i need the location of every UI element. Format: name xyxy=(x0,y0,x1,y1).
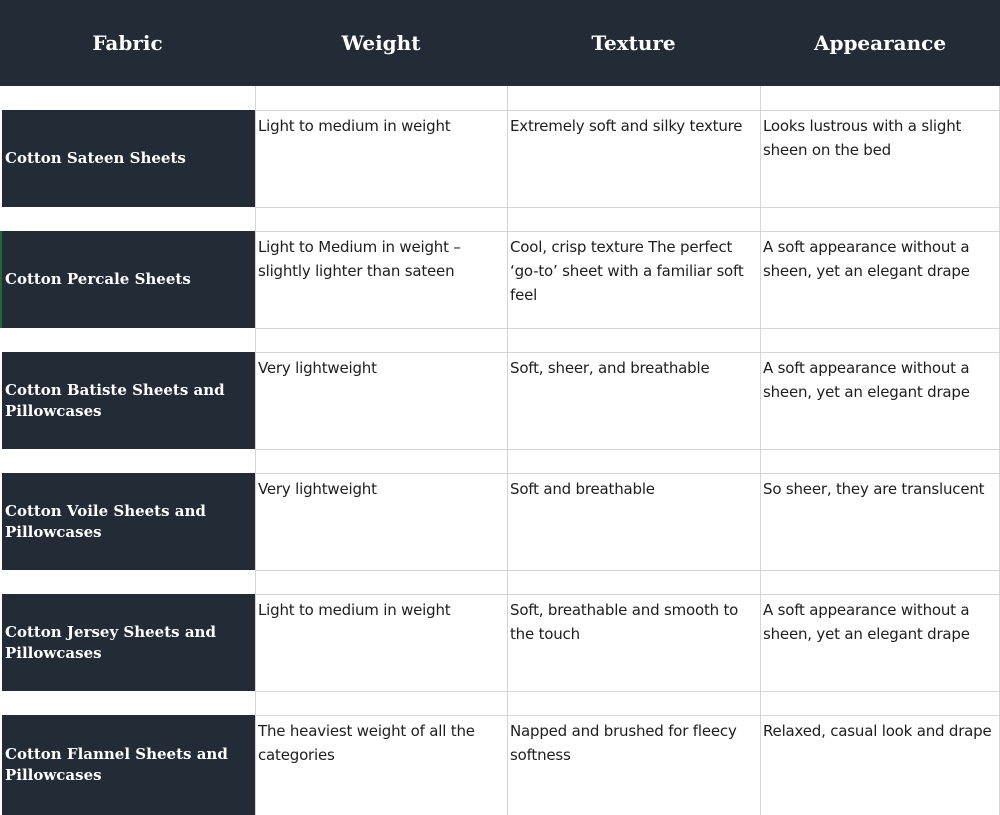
weight-text: Very lightweight xyxy=(258,480,377,498)
appearance-cell xyxy=(760,352,1000,449)
texture-cell xyxy=(507,473,760,570)
texture-cell xyxy=(507,594,760,691)
appearance-text: So sheer, they are translucent xyxy=(763,480,985,498)
fabric-name: Cotton Sateen Sheets xyxy=(5,149,186,167)
table-row xyxy=(0,328,1000,449)
fabric-cell xyxy=(2,110,255,207)
appearance-text: A soft appearance without a sheen, yet an elegant drape xyxy=(763,238,970,280)
header-weight: Weight xyxy=(341,31,421,55)
fabric-name: Cotton Percale Sheets xyxy=(5,270,191,288)
row-spacer xyxy=(0,86,1000,110)
weight-text: The heaviest weight of all the categories xyxy=(258,722,475,764)
table-row xyxy=(0,449,1000,570)
table-row xyxy=(0,691,1000,815)
appearance-cell xyxy=(760,473,1000,570)
row-spacer xyxy=(0,207,1000,231)
fabric-cell xyxy=(2,352,255,449)
row-spacer xyxy=(0,449,1000,473)
header-appearance: Appearance xyxy=(813,31,947,55)
appearance-cell xyxy=(760,110,1000,207)
appearance-text: Looks lustrous with a slight sheen on the bed xyxy=(763,117,962,159)
appearance-cell xyxy=(760,715,1000,815)
fabric-name: Cotton Jersey Sheets and Pillowcases xyxy=(5,622,216,662)
table-row xyxy=(0,207,1000,328)
weight-cell xyxy=(255,594,507,691)
table-header xyxy=(0,0,1000,86)
row-spacer xyxy=(0,570,1000,594)
texture-text: Soft, sheer, and breathable xyxy=(510,359,710,377)
appearance-cell xyxy=(760,231,1000,328)
fabric-name: Cotton Batiste Sheets and Pillowcases xyxy=(5,380,225,420)
table-row xyxy=(0,86,1000,207)
header-texture: Texture xyxy=(591,31,676,55)
header-fabric: Fabric xyxy=(92,31,163,55)
fabric-cell xyxy=(2,473,255,570)
weight-cell xyxy=(255,715,507,815)
texture-cell xyxy=(507,231,760,328)
appearance-text: A soft appearance without a sheen, yet an elegant drape xyxy=(763,601,970,643)
fabric-cell xyxy=(2,231,255,328)
texture-cell xyxy=(507,352,760,449)
appearance-text: A soft appearance without a sheen, yet an elegant drape xyxy=(763,359,970,401)
texture-cell xyxy=(507,715,760,815)
table-row xyxy=(0,570,1000,691)
texture-text: Soft and breathable xyxy=(510,480,655,498)
weight-cell xyxy=(255,110,507,207)
fabric-name: Cotton Flannel Sheets and Pillowcases xyxy=(5,745,228,784)
texture-text: Soft, breathable and smooth to the touch xyxy=(510,601,739,643)
weight-cell xyxy=(255,231,507,328)
appearance-text: Relaxed, casual look and drape xyxy=(763,722,992,740)
weight-text: Light to medium in weight xyxy=(258,117,451,135)
weight-text: Light to Medium in weight – slightly lighter than sateen xyxy=(258,238,461,280)
texture-text: Cool, crisp texture The perfect ‘go-to’ sheet with a familiar soft feel xyxy=(510,238,744,304)
weight-text: Very lightweight xyxy=(258,359,377,377)
texture-text: Napped and brushed for fleecy softness xyxy=(510,722,737,764)
texture-cell xyxy=(507,110,760,207)
weight-cell xyxy=(255,473,507,570)
fabric-cell xyxy=(2,594,255,691)
fabric-name: Cotton Voile Sheets and Pillowcases xyxy=(5,501,206,541)
appearance-cell xyxy=(760,594,1000,691)
row-spacer xyxy=(0,328,1000,352)
weight-text: Light to medium in weight xyxy=(258,601,451,619)
fabric-cell xyxy=(2,715,255,815)
row-accent-bar xyxy=(0,231,2,328)
row-spacer xyxy=(0,691,1000,715)
weight-cell xyxy=(255,352,507,449)
texture-text: Extremely soft and silky texture xyxy=(510,117,743,135)
